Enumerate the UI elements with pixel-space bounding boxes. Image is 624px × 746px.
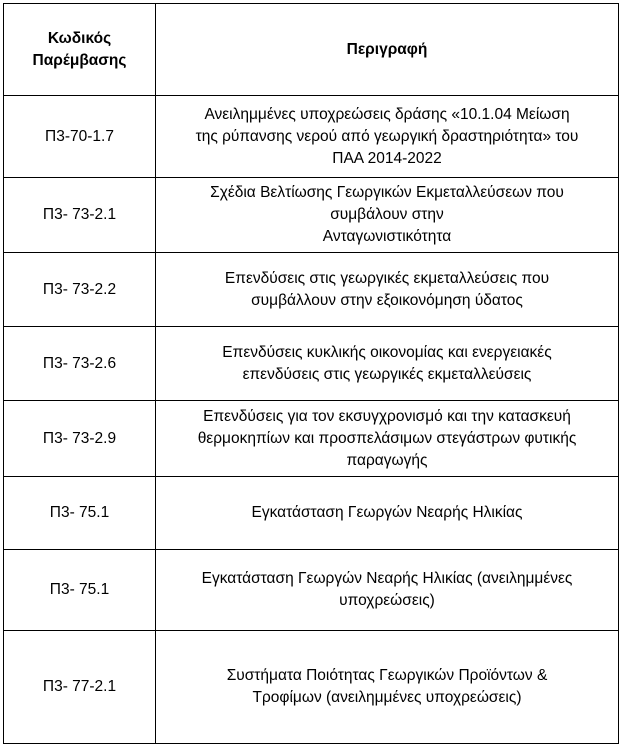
description-cell — [156, 631, 619, 744]
header-row — [4, 4, 619, 96]
code-cell: Π3- 73-2.1 — [4, 178, 156, 253]
table-row — [4, 96, 619, 178]
description-line: θερμοκηπίων και προσπελάσιμων στεγάστρων φυτικής — [197, 429, 577, 447]
code-column-header — [4, 4, 156, 96]
code-header-line: Παρέμβασης — [32, 51, 127, 69]
description-line: παραγωγής — [346, 451, 428, 469]
description-line: ΠΑΑ 2014-2022 — [332, 149, 442, 167]
code-cell: Π3- 73-2.9 — [4, 401, 156, 477]
description-cell — [156, 477, 619, 550]
description-line: Εγκατάσταση Γεωργών Νεαρής Ηλικίας — [251, 504, 523, 521]
description-cell — [156, 401, 619, 477]
description-line: της ρύπανσης νερού από γεωργική δραστηριότητα» του — [195, 127, 579, 145]
description-line: Επενδύσεις κυκλικής οικονομίας και ενεργειακές — [222, 343, 552, 361]
description-line: Ανειλημμένες υποχρεώσεις δράσης «10.1.04 Μείωση — [204, 105, 570, 123]
table-row — [4, 550, 619, 631]
table-row — [4, 631, 619, 744]
description-line: Ανταγωνιστικότητα — [322, 228, 452, 245]
description-line: Σχέδια Βελτίωσης Γεωργικών Εκμεταλλεύσεων που — [210, 184, 564, 201]
description-header-label: Περιγραφή — [346, 40, 428, 58]
description-cell — [156, 253, 619, 327]
table-row — [4, 178, 619, 253]
description-cell — [156, 178, 619, 253]
description-line: υποχρεώσεις) — [339, 592, 435, 609]
table-row — [4, 477, 619, 550]
description-line: συμβάλλουν στην εξοικονόμηση ύδατος — [251, 291, 523, 309]
description-line: συμβάλουν στην — [330, 206, 444, 223]
code-cell: Π3- 73-2.6 — [4, 327, 156, 401]
description-line: Επενδύσεις στις γεωργικές εκμεταλλεύσεις που — [224, 269, 550, 287]
description-cell — [156, 96, 619, 178]
code-cell: Π3- 73-2.2 — [4, 253, 156, 327]
code-cell: Π3- 77-2.1 — [4, 631, 156, 744]
code-cell: Π3- 75.1 — [4, 550, 156, 631]
description-line: επενδύσεις στις γεωργικές εκμεταλλεύσεις — [242, 365, 532, 383]
intervention-table — [3, 3, 619, 744]
description-line: Τροφίμων (ανειλημμένες υποχρεώσεις) — [252, 689, 522, 706]
description-line: Επενδύσεις για τον εκσυγχρονισμό και την κατασκευή — [203, 407, 571, 425]
description-line: Εγκατάσταση Γεωργών Νεαρής Ηλικίας (ανειλημμένες — [201, 570, 573, 587]
code-cell: Π3- 75.1 — [4, 477, 156, 550]
code-header-line: Κωδικός — [47, 29, 112, 47]
description-column-header — [156, 4, 619, 96]
table-row — [4, 327, 619, 401]
table-row — [4, 253, 619, 327]
description-cell — [156, 327, 619, 401]
table-row — [4, 401, 619, 477]
description-line: Συστήματα Ποιότητας Γεωργικών Προϊόντων & — [226, 667, 548, 684]
code-cell: Π3-70-1.7 — [4, 96, 156, 178]
description-cell — [156, 550, 619, 631]
